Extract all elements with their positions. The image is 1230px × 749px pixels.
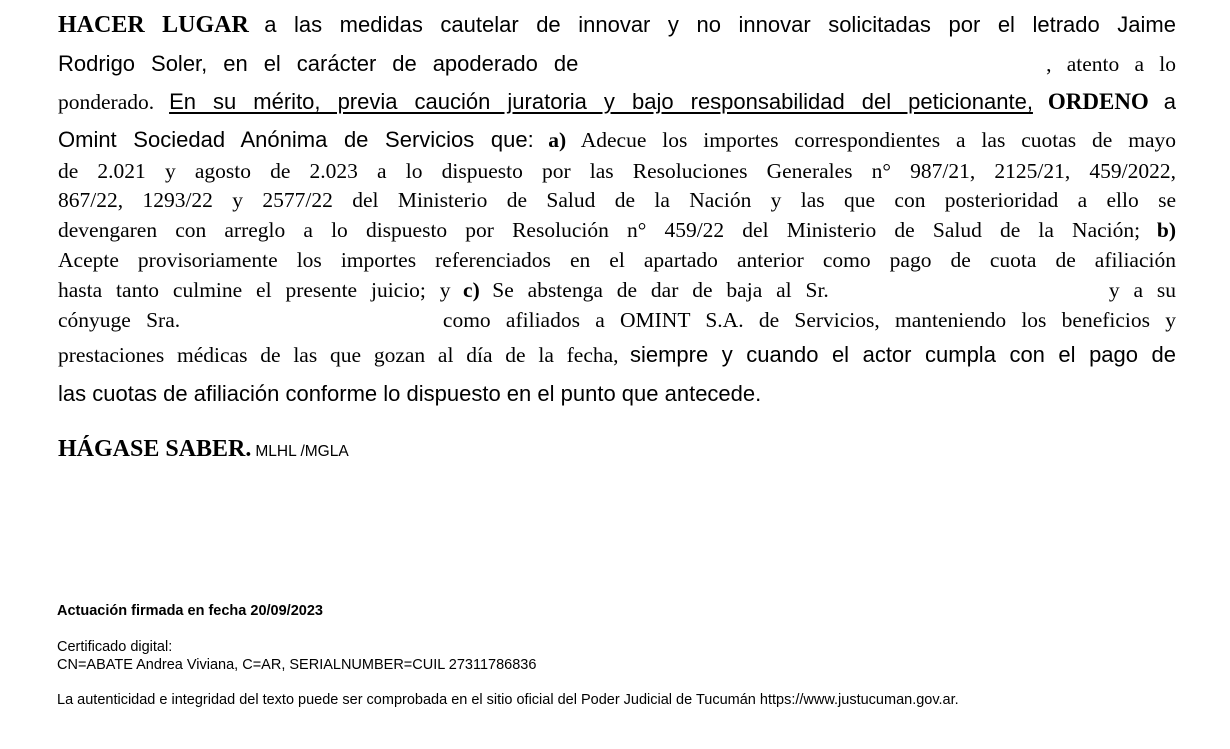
certificate-label: Certificado digital: — [57, 639, 173, 655]
clerk-initials: MLHL /MGLA — [255, 443, 349, 460]
underlined-clause: En su mérito, previa caución juratoria y bajo responsabilidad del peticionante, — [169, 89, 1033, 114]
paragraph-line-4 — [58, 127, 1176, 153]
line-11-end: siempre y cuando el actor cumpla con el pago de — [629, 342, 1176, 367]
paragraph-line-10 — [58, 308, 1176, 333]
item-a-text: Adecue los importes correspondientes a las cuotas de mayo — [580, 128, 1177, 152]
line-9-start: hasta tanto culmine el presente juicio; y — [58, 278, 451, 302]
item-b-marker: b) — [1156, 218, 1176, 242]
paragraph-line-6: 867/22, 1293/22 y 2577/22 del Ministerio de Salud de la Nación y las que con posterioridad a ello se — [58, 188, 1176, 212]
paragraph-line-9 — [58, 278, 1176, 303]
paragraph-line-5: de 2.021 y agosto de 2.023 a lo dispuesto por las Resoluciones Generales n° 987/21, 2125/21, 459/2022, — [58, 159, 1176, 183]
certificate-value: CN=ABATE Andrea Viviana, C=AR, SERIALNUMBER=CUIL 27311786836 — [57, 657, 537, 673]
item-c-marker: c) — [463, 278, 480, 302]
hacer-lugar-heading: HACER LUGAR — [58, 12, 249, 38]
line-4-text: Omint Sociedad Anónima de Servicios que: — [58, 127, 534, 152]
ordeno-keyword: ORDENO — [1047, 89, 1149, 114]
item-a-marker: a) — [548, 128, 567, 152]
paragraph-line-12: las cuotas de afiliación conforme lo dispuesto en el punto que antecede. — [58, 381, 762, 406]
line-7-text: devengaren con arreglo a lo dispuesto por Resolución n° 459/22 del Ministerio de Salud de la Nación; — [58, 218, 1141, 242]
line-10-end: como afiliados a OMINT S.A. de Servicios, manteniendo los beneficios y — [442, 308, 1177, 332]
line-11-start: prestaciones médicas de las que gozan al día de la fecha, — [58, 343, 619, 367]
line-9-end: y a su — [1108, 278, 1177, 302]
line-10-start: cónyuge Sra. — [58, 308, 181, 332]
paragraph-line-11 — [58, 342, 1176, 368]
paragraph-line-8: Acepte provisoriamente los importes referenciados en el apartado anterior como pago de cuota de afiliación — [58, 248, 1176, 272]
paragraph-line-1 — [58, 12, 1176, 39]
line-3-end: a — [1163, 89, 1177, 114]
line-1-text: a las medidas cautelar de innovar y no innovar solicitadas por el letrado Jaime — [264, 12, 1176, 37]
line-3-start: ponderado. — [58, 90, 155, 114]
paragraph-line-3 — [58, 89, 1176, 115]
closing-line — [58, 436, 349, 463]
line-2-tail: , atento a lo — [1046, 52, 1177, 76]
line-2-text: Rodrigo Soler, en el carácter de apoderado de — [58, 51, 579, 76]
paragraph-line-2 — [58, 51, 1176, 77]
paragraph-line-7 — [58, 218, 1176, 243]
authenticity-notice: La autenticidad e integridad del texto puede ser comprobada en el sitio oficial del Poder Judicial de Tucumán https://www.justucuman.gov.ar. — [57, 692, 959, 708]
hagase-saber: HÁGASE SABER. — [58, 436, 252, 462]
line-9-middle: Se abstenga de dar de baja al Sr. — [492, 278, 829, 302]
signature-date: Actuación firmada en fecha 20/09/2023 — [57, 603, 323, 619]
